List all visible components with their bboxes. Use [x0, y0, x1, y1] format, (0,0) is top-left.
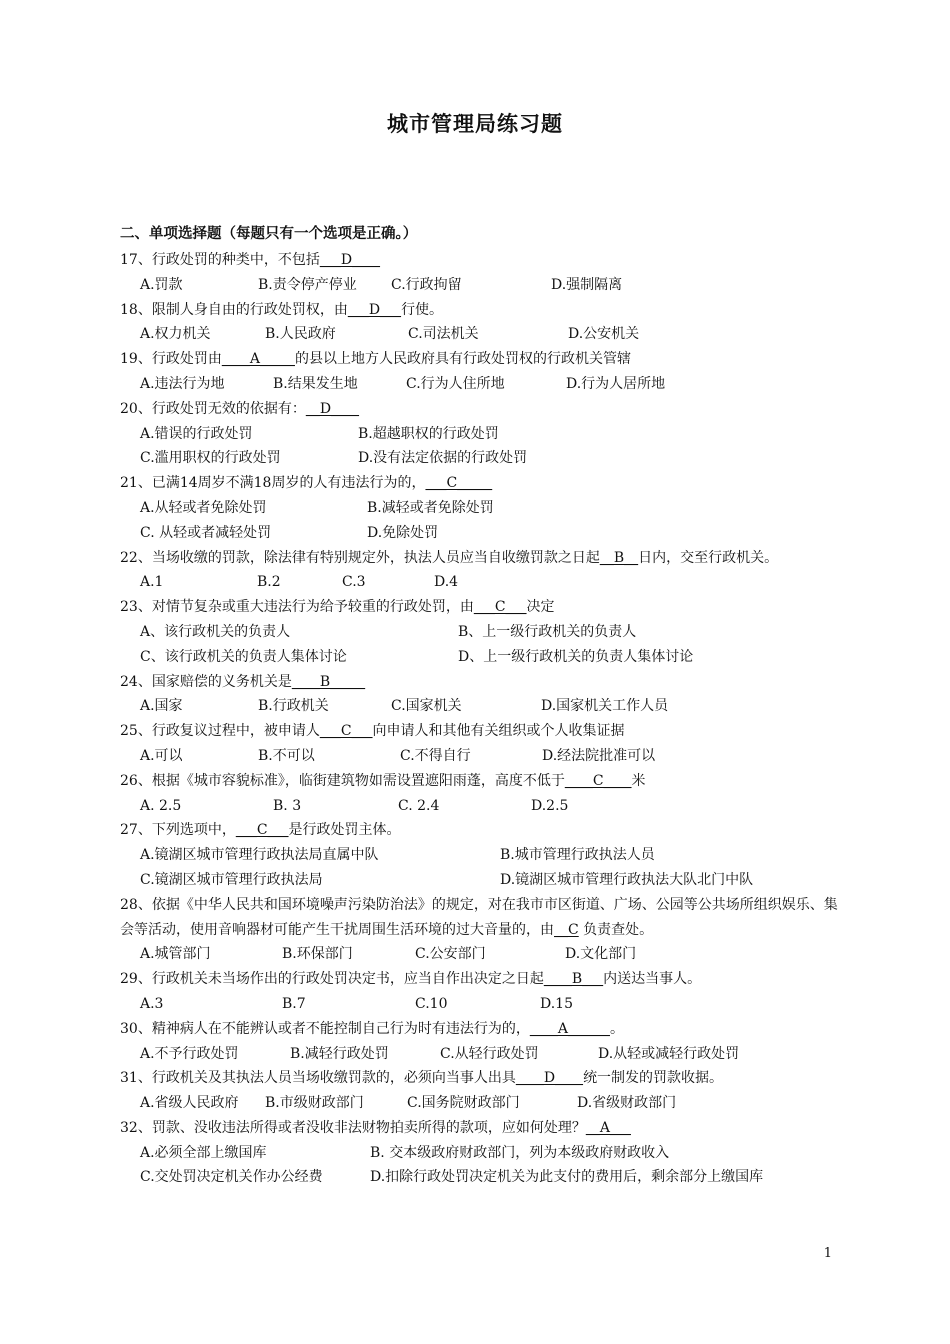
- option-a: A.镜湖区城市管理行政执法局直属中队: [140, 847, 379, 864]
- answer-blank: ___C___: [473, 599, 527, 616]
- option-row: [120, 422, 840, 447]
- question-18: [120, 298, 840, 323]
- option-row: [120, 446, 840, 471]
- question-stem: 21、已满14周岁不满18周岁的人有违法行为的，: [120, 475, 426, 492]
- option-b: B. 3: [273, 797, 302, 814]
- option-row: [120, 744, 840, 769]
- question-stem: 25、行政复议过程中，被申请人: [120, 723, 320, 740]
- option-b: B、上一级行政机关的负责人: [458, 623, 637, 640]
- option-c: C. 2.4: [398, 797, 440, 814]
- question-26: [120, 769, 840, 794]
- question-stem: 31、行政机关及其执法人员当场收缴罚款的，必须向当事人出具: [120, 1070, 516, 1087]
- question-stem: 28、依据《中华人民共和国环境噪声污染防治法》的规定，对在我市市区街道、广场、公园等公共场所组织娱乐、集会等活动，使用音响器材可能产生干扰周围生活环境的过大音量的，由: [120, 896, 838, 938]
- question-19: [120, 347, 840, 372]
- option-b: B.城市管理行政执法人员: [500, 847, 655, 864]
- answer-blank: ___C___: [235, 822, 289, 839]
- option-b: B.市级财政部门: [265, 1095, 364, 1112]
- option-c: C.不得自行: [400, 747, 471, 764]
- option-a: C. 从轻或者减轻处罚: [140, 524, 272, 541]
- answer-blank: ___C___: [319, 723, 373, 740]
- question-stem-end: 行使。: [401, 301, 444, 318]
- question-32: [120, 1116, 840, 1141]
- option-row: [120, 273, 840, 298]
- question-30: [120, 1017, 840, 1042]
- answer-blank: ____D____: [515, 1070, 584, 1087]
- option-row: [120, 322, 840, 347]
- question-stem-end: 日内，交至行政机关。: [638, 549, 779, 566]
- question-stem-end: 向申请人和其他有关组织或个人收集证据: [372, 723, 625, 740]
- option-a: A.违法行为地: [140, 375, 225, 392]
- option-d: D.国家机关工作人员: [541, 698, 669, 715]
- question-stem: 30、精神病人在不能辨认或者不能控制自己行为时有违法行为的，: [120, 1020, 530, 1037]
- option-a: A.罚款: [140, 276, 183, 293]
- question-31: [120, 1066, 840, 1091]
- option-c: C.行为人住所地: [406, 375, 505, 392]
- question-stem: 32、罚款、没收违法所得或者没收非法财物拍卖所得的款项，应如何处理？: [120, 1119, 586, 1136]
- question-29: [120, 967, 840, 992]
- option-b: D.镜湖区城市管理行政执法大队北门中队: [500, 871, 754, 888]
- option-c: C.3: [342, 574, 366, 591]
- question-stem: 19、行政处罚由: [120, 351, 222, 368]
- option-c: C.从轻行政处罚: [440, 1045, 539, 1062]
- option-b: B.不可以: [258, 747, 315, 764]
- question-stem: 26、根据《城市容貌标准》，临街建筑物如需设置遮阳雨蓬，高度不低于: [120, 772, 565, 789]
- question-stem-end: 的县以上地方人民政府具有行政处罚权的行政机关管辖: [294, 351, 631, 368]
- answer-blank: ____C____: [564, 772, 632, 789]
- option-a: C.交处罚决定机关作办公经费: [140, 1169, 323, 1186]
- answer-blank: __C: [554, 921, 579, 938]
- option-row: [120, 620, 840, 645]
- question-stem-end: 统一制发的罚款收据。: [583, 1070, 724, 1087]
- option-b: D.没有法定依据的行政处罚: [358, 450, 528, 467]
- answer-blank: ____A_____: [221, 351, 295, 368]
- option-b: B.行政机关: [258, 698, 329, 715]
- option-row: [120, 496, 840, 521]
- option-a: A.不予行政处罚: [140, 1045, 239, 1062]
- question-stem-end: 内送达当事人。: [603, 971, 702, 988]
- question-27: [120, 818, 840, 843]
- answer-blank: __A___: [585, 1119, 631, 1136]
- option-a: C.滥用职权的行政处罚: [140, 450, 281, 467]
- option-b: B.结果发生地: [273, 375, 358, 392]
- question-20: [120, 397, 840, 422]
- option-row: [120, 794, 840, 819]
- option-row: [120, 1091, 840, 1116]
- question-stem: 22、当场收缴的罚款，除法律有特别规定外，执法人员应当自收缴罚款之日起: [120, 549, 600, 566]
- option-c: C.司法机关: [408, 326, 479, 343]
- option-d: D.从轻或减轻行政处罚: [598, 1045, 740, 1062]
- option-b: B.环保部门: [282, 946, 353, 963]
- question-17: [120, 248, 840, 273]
- option-b: D.免除处罚: [367, 524, 439, 541]
- question-stem: 17、行政处罚的种类中，不包括: [120, 252, 320, 268]
- option-a: A.可以: [140, 747, 183, 764]
- option-d: D.省级财政部门: [577, 1095, 677, 1112]
- question-stem-end: 米: [631, 772, 646, 789]
- question-stem-end: 负责查处。: [578, 921, 654, 938]
- option-row: [120, 1042, 840, 1067]
- option-c: C.国家机关: [391, 698, 462, 715]
- page-number: 1: [823, 1246, 832, 1261]
- option-row: [120, 1165, 840, 1190]
- option-row: [120, 843, 840, 868]
- option-d: D.2.5: [531, 797, 569, 814]
- option-d: D.4: [434, 574, 459, 591]
- document-title: 城市管理局练习题: [387, 112, 563, 136]
- option-a: A.城管部门: [140, 946, 211, 963]
- question-list: [120, 248, 840, 1190]
- option-a: C.镜湖区城市管理行政执法局: [140, 871, 323, 888]
- option-c: C.10: [415, 995, 448, 1012]
- option-d: D.15: [540, 995, 573, 1012]
- option-row: [120, 1141, 840, 1166]
- answer-blank: __B__: [599, 549, 639, 566]
- question-28: [120, 893, 840, 943]
- option-b: B. 交本级政府财政部门，列为本级政府财政收入: [370, 1144, 670, 1161]
- option-a: A.1: [140, 574, 164, 591]
- question-22: [120, 546, 840, 571]
- question-stem: 29、行政机关未当场作出的行政处罚决定书，应当自作出决定之日起: [120, 971, 544, 988]
- answer-blank: __D____: [305, 400, 360, 417]
- option-b: B.责令停产停业: [258, 276, 357, 293]
- question-stem-end: 。: [609, 1020, 624, 1037]
- option-a: A.省级人民政府: [140, 1095, 239, 1112]
- option-a: A.国家: [140, 698, 183, 715]
- answer-blank: ____A______: [529, 1020, 610, 1037]
- question-23: [120, 595, 840, 620]
- option-d: D.经法院批准可以: [542, 747, 656, 764]
- option-d: D.文化部门: [565, 946, 637, 963]
- question-stem: 20、行政处罚无效的依据有：: [120, 400, 306, 417]
- option-c: C.行政拘留: [391, 276, 462, 293]
- answer-blank: ____B_____: [291, 673, 366, 690]
- option-a: A.错误的行政处罚: [140, 425, 253, 442]
- option-row: [120, 645, 840, 670]
- question-stem: 18、限制人身自由的行政处罚权，由: [120, 301, 348, 318]
- option-a: A.必须全部上缴国库: [140, 1144, 267, 1161]
- option-b: B.2: [257, 574, 281, 591]
- option-b: D、上一级行政机关的负责人集体讨论: [458, 648, 694, 665]
- answer-blank: ____B___: [543, 971, 604, 988]
- option-c: C.国务院财政部门: [407, 1095, 520, 1112]
- option-row: [120, 868, 840, 893]
- option-a: A.3: [140, 995, 164, 1012]
- question-stem: 24、国家赔偿的义务机关是: [120, 673, 292, 690]
- option-a: A.权力机关: [140, 326, 211, 343]
- option-b: B.超越职权的行政处罚: [358, 425, 499, 442]
- option-d: D.公安机关: [568, 326, 640, 343]
- option-b: B.人民政府: [265, 326, 336, 343]
- question-25: [120, 719, 840, 744]
- option-row: [120, 372, 840, 397]
- option-a: A、该行政机关的负责人: [140, 623, 291, 640]
- option-row: [120, 992, 840, 1017]
- answer-blank: ___C_____: [425, 475, 493, 492]
- option-row: [120, 694, 840, 719]
- option-d: D.行为人居所地: [566, 375, 666, 392]
- question-24: [120, 670, 840, 695]
- option-row: [120, 521, 840, 546]
- section-heading: 二、单项选择题（每题只有一个选项是正确。）: [120, 226, 418, 242]
- question-stem: 27、下列选项中，: [120, 822, 236, 839]
- option-row: [120, 570, 840, 595]
- option-a: A.从轻或者免除处罚: [140, 499, 267, 516]
- option-c: C.公安部门: [415, 946, 486, 963]
- option-b: B.7: [282, 995, 306, 1012]
- option-b: B.减轻行政处罚: [290, 1045, 389, 1062]
- question-21: [120, 471, 840, 496]
- answer-blank: ___D___: [347, 301, 402, 318]
- option-a: C、该行政机关的负责人集体讨论: [140, 648, 347, 665]
- question-stem: 23、对情节复杂或重大违法行为给予较重的行政处罚，由: [120, 599, 474, 616]
- option-a: A. 2.5: [140, 797, 182, 814]
- question-stem-end: 是行政处罚主体。: [288, 822, 401, 839]
- question-stem-end: 决定: [526, 599, 555, 616]
- option-b: B.减轻或者免除处罚: [367, 499, 494, 516]
- answer-blank: ___D____: [319, 252, 381, 268]
- option-b: D.扣除行政处罚决定机关为此支付的费用后，剩余部分上缴国库: [370, 1169, 764, 1186]
- option-row: [120, 942, 840, 967]
- option-d: D.强制隔离: [551, 276, 623, 293]
